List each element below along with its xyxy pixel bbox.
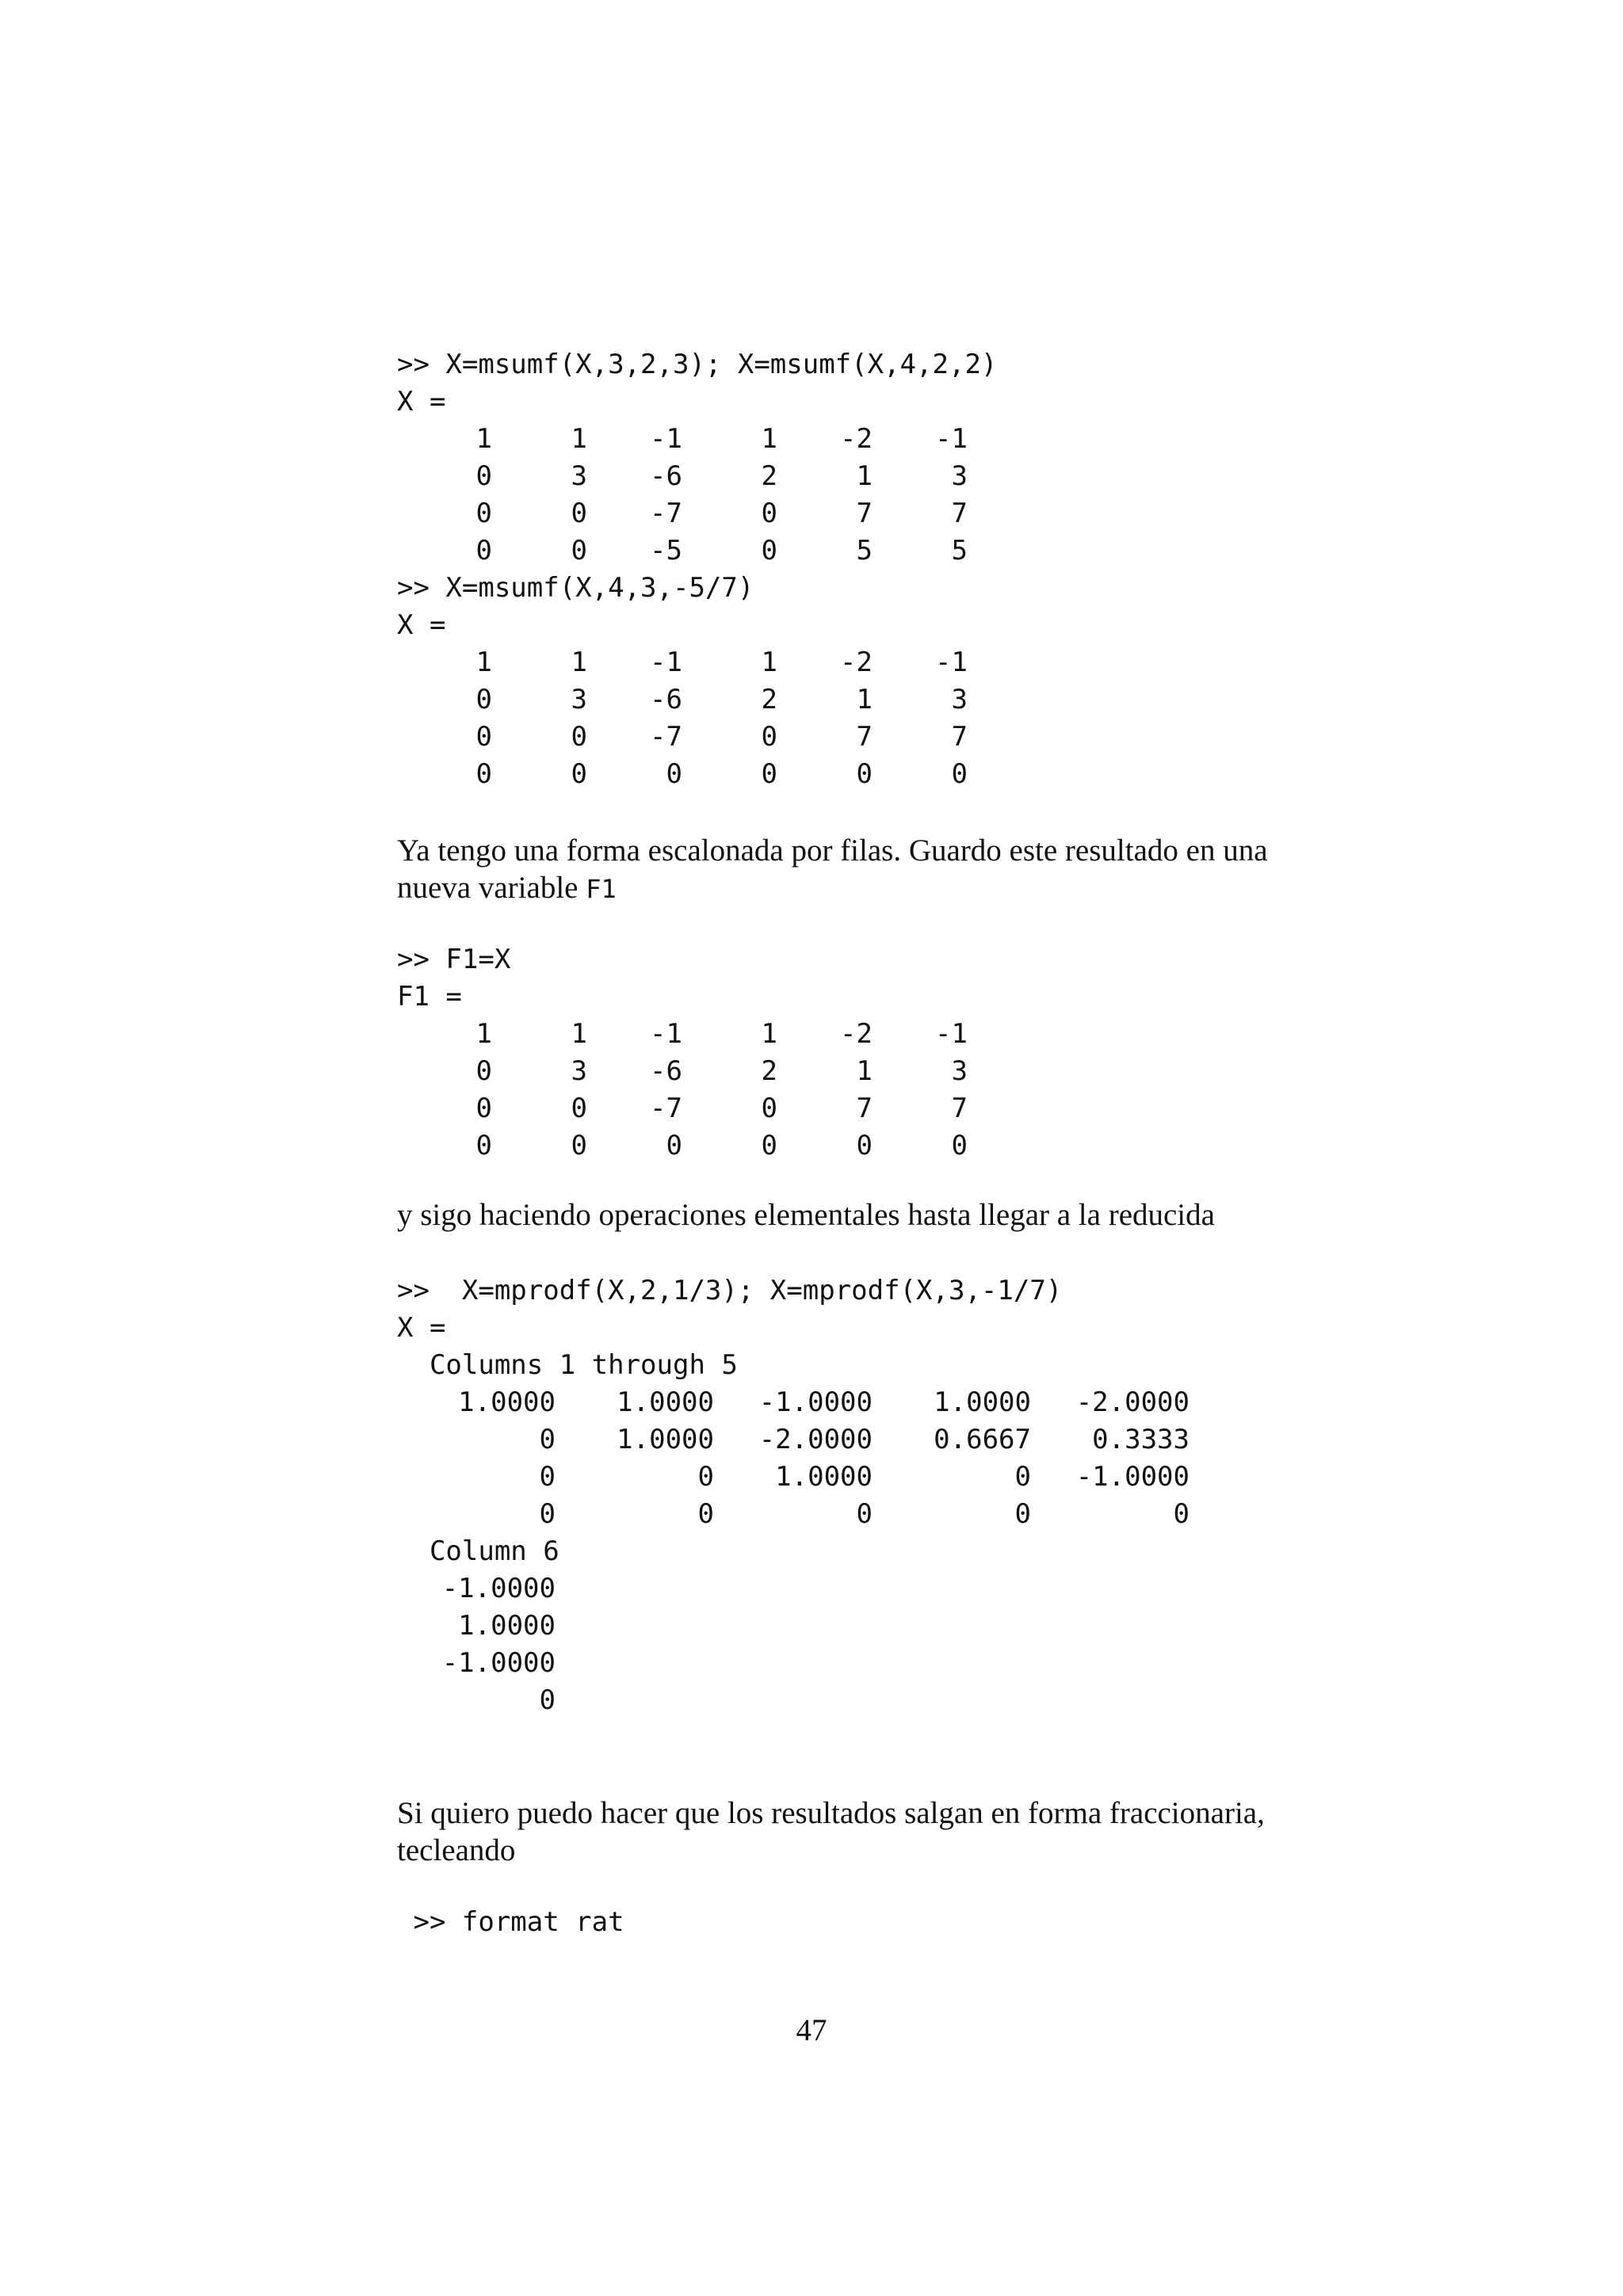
matrix-cell: 0 (539, 1424, 556, 1455)
matrix-cell: 2 (761, 684, 777, 715)
command-line: >> X=mprodf(X,2,1/3); X=mprodf(X,3,-1/7) (397, 1275, 1063, 1306)
matrix-cell: 0 (571, 1093, 587, 1124)
matrix-cell: 1.0000 (617, 1424, 714, 1455)
matrix-cell: 0 (761, 535, 777, 566)
matrix-cell: 5 (951, 535, 968, 566)
matrix-cell: 0 (475, 1055, 492, 1087)
matrix-cell: 0 (666, 1130, 682, 1161)
matrix-cell: 1 (571, 1018, 587, 1050)
matrix-cell: 0.3333 (1092, 1424, 1190, 1455)
paragraph-line: y sigo haciendo operaciones elementales hasta llegar a la reducida (397, 1198, 1215, 1232)
matrix-cell: -1 (935, 423, 968, 455)
matrix-row (397, 756, 1348, 793)
matrix-cell: 1 (856, 460, 873, 492)
matrix-cell: -1.0000 (758, 1386, 873, 1418)
matrix-cell: 0 (475, 1093, 492, 1124)
matrix-cell: -6 (650, 460, 682, 492)
matrix-cell: 0 (951, 758, 968, 790)
matrix-cell: 0 (571, 758, 587, 790)
page-number: 47 (796, 2013, 827, 2047)
matrix-row (397, 1645, 1348, 1682)
matrix-cell: -7 (650, 721, 682, 753)
matrix-cell: 0 (539, 1461, 556, 1493)
matrix-cell: -7 (650, 498, 682, 529)
matrix-cell: -2.0000 (1075, 1386, 1190, 1418)
assignment-label: X = (397, 386, 446, 418)
command-line: >> X=msumf(X,4,3,-5/7) (397, 572, 754, 604)
matrix-cell: 0 (856, 1498, 873, 1530)
matrix-cell: -7 (650, 1093, 682, 1124)
paragraph-line (397, 869, 1316, 908)
matrix-cell: 2 (761, 460, 777, 492)
matrix-cell: 3 (951, 1055, 968, 1087)
matrix-cell: -1.0000 (441, 1647, 556, 1679)
matrix-row (397, 644, 1348, 681)
matrix-cell: -1.0000 (1075, 1461, 1190, 1493)
matrix-cell: -1 (935, 646, 968, 678)
matrix-cell: -6 (650, 1055, 682, 1087)
matrix-cell: 0 (571, 721, 587, 753)
matrix-cell: 0 (475, 1130, 492, 1161)
matrix-row (397, 1090, 1348, 1127)
matrix-cell: -1 (650, 423, 682, 455)
matrix-cell: 0 (697, 1498, 714, 1530)
matrix-cell: 7 (856, 1093, 873, 1124)
matrix-cell: 0 (697, 1461, 714, 1493)
command-line: >> F1=X (397, 944, 511, 975)
matrix-cell: 3 (951, 460, 968, 492)
matrix-cell: 1 (761, 646, 777, 678)
matrix-cell: 3 (571, 684, 587, 715)
assignment-label: X = (397, 609, 446, 641)
matrix-row (397, 1053, 1348, 1090)
matrix-cell: 0 (571, 1130, 587, 1161)
matrix-cell: 0 (539, 1498, 556, 1530)
matrix-row (397, 1682, 1348, 1719)
matrix-cell: 3 (571, 1055, 587, 1087)
column-header: Column 6 (397, 1535, 559, 1567)
matrix-cell: 7 (856, 498, 873, 529)
matrix-cell: 1.0000 (458, 1386, 556, 1418)
matrix-cell: 7 (856, 721, 873, 753)
matrix-cell: -2 (840, 1018, 873, 1050)
columns-header: Columns 1 through 5 (397, 1349, 738, 1381)
matrix-cell: 0 (856, 1130, 873, 1161)
command-line: >> format rat (397, 1906, 624, 1938)
command-line: >> X=msumf(X,3,2,3); X=msumf(X,4,2,2) (397, 349, 998, 380)
matrix-row (397, 1384, 1348, 1421)
matrix-row (397, 719, 1348, 756)
matrix-cell: -5 (650, 535, 682, 566)
paragraph-line: Si quiero puedo hacer que los resultados salgan en forma fraccionaria, (397, 1796, 1265, 1830)
variable-name: F1 (586, 874, 617, 904)
matrix-cell: 0 (761, 721, 777, 753)
matrix-cell: 0 (666, 758, 682, 790)
matrix-cell: 7 (951, 1093, 968, 1124)
matrix-cell: 0.6667 (934, 1424, 1031, 1455)
matrix-cell: 5 (856, 535, 873, 566)
matrix-row (397, 458, 1348, 495)
matrix-cell: 0 (475, 721, 492, 753)
matrix-row (397, 1016, 1348, 1053)
matrix-row (397, 532, 1348, 570)
assignment-label: F1 = (397, 981, 462, 1013)
matrix-cell: 0 (761, 498, 777, 529)
paragraph (397, 1196, 1316, 1234)
matrix-cell: -2 (840, 423, 873, 455)
matrix-cell: 0 (475, 535, 492, 566)
matrix-cell: 1.0000 (775, 1461, 873, 1493)
matrix-cell: 1 (571, 646, 587, 678)
matrix-row (397, 1496, 1348, 1533)
matrix-cell: -1 (650, 646, 682, 678)
matrix-cell: -1.0000 (441, 1573, 556, 1604)
matrix-cell: 1.0000 (617, 1386, 714, 1418)
matrix-cell: 1.0000 (934, 1386, 1031, 1418)
matrix-cell: -6 (650, 684, 682, 715)
matrix-cell: 1 (475, 423, 492, 455)
matrix-cell: 0 (571, 535, 587, 566)
matrix-cell: 2 (761, 1055, 777, 1087)
matrix-cell: 0 (475, 460, 492, 492)
matrix-cell: 0 (571, 498, 587, 529)
matrix-cell: 0 (475, 498, 492, 529)
matrix-cell: -2 (840, 646, 873, 678)
assignment-label: X = (397, 1312, 446, 1344)
matrix-cell: 0 (475, 758, 492, 790)
matrix-cell: 1.0000 (458, 1610, 556, 1642)
matrix-cell: 1 (856, 684, 873, 715)
matrix-cell: 1 (761, 423, 777, 455)
matrix-cell: -1 (935, 1018, 968, 1050)
paragraph-line: tecleando (397, 1833, 516, 1867)
matrix-cell: 0 (856, 758, 873, 790)
matrix-cell: 0 (1014, 1461, 1031, 1493)
matrix-cell: 1 (856, 1055, 873, 1087)
paragraph (397, 1794, 1316, 1869)
matrix-cell: -2.0000 (758, 1424, 873, 1455)
matrix-cell: 0 (761, 1093, 777, 1124)
matrix-row (397, 1459, 1348, 1496)
matrix-cell: -1 (650, 1018, 682, 1050)
matrix-cell: 7 (951, 721, 968, 753)
matrix-cell: 0 (1014, 1498, 1031, 1530)
matrix-cell: 7 (951, 498, 968, 529)
matrix-cell: 3 (571, 460, 587, 492)
matrix-row (397, 495, 1348, 532)
paragraph-text: nueva variable (397, 871, 586, 905)
matrix-row (397, 1421, 1348, 1459)
matrix-cell: 1 (571, 423, 587, 455)
matrix-cell: 3 (951, 684, 968, 715)
matrix-cell: 0 (761, 758, 777, 790)
matrix-cell: 0 (1173, 1498, 1190, 1530)
matrix-row (397, 1608, 1348, 1645)
matrix-cell: 0 (539, 1684, 556, 1716)
matrix-row (397, 1127, 1348, 1165)
matrix-row (397, 421, 1348, 458)
matrix-cell: 0 (951, 1130, 968, 1161)
matrix-cell: 1 (761, 1018, 777, 1050)
matrix-cell: 0 (475, 684, 492, 715)
matrix-row (397, 1570, 1348, 1608)
matrix-cell: 0 (761, 1130, 777, 1161)
matrix-cell: 1 (475, 646, 492, 678)
paragraph-line: Ya tengo una forma escalonada por filas. Guardo este resultado en una (397, 833, 1268, 868)
matrix-cell: 1 (475, 1018, 492, 1050)
paragraph (397, 832, 1316, 908)
matrix-row (397, 681, 1348, 719)
